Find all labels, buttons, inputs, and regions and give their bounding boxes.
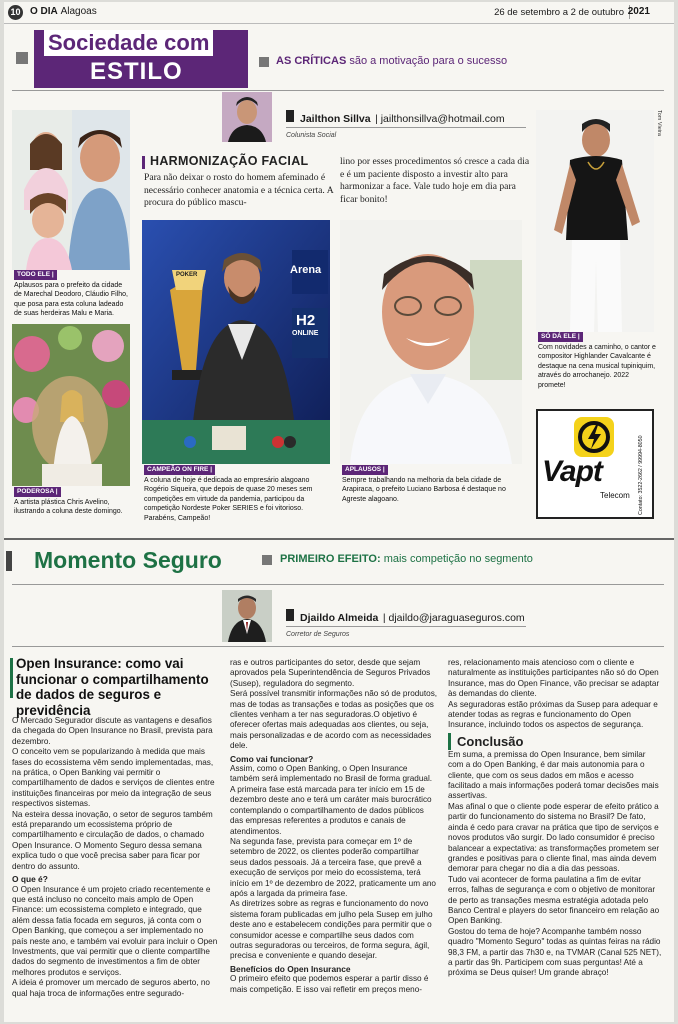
photo-poker-champion	[142, 220, 330, 464]
author-photo	[222, 590, 272, 642]
article-subhead: O que é?	[12, 874, 48, 885]
article-subhead: Como vai funcionar?	[230, 753, 314, 764]
photo-singer	[536, 110, 654, 332]
photo-mayor-arapiraca	[340, 220, 522, 464]
author-marker	[286, 110, 294, 122]
column-title-block	[34, 30, 248, 88]
photo-caption: PODEROSA | A artista plástica Chris Avelino, ilustrando a coluna deste domingo.	[14, 488, 123, 515]
section-divider	[4, 538, 674, 540]
ad-brand: Vapt	[542, 455, 602, 488]
section-title: Momento Seguro	[34, 547, 222, 573]
author-marker	[286, 609, 294, 621]
banner-text: Arena	[290, 264, 322, 276]
section-marker	[16, 52, 28, 64]
newspaper-page	[4, 2, 674, 1022]
banner-text: ONLINE	[292, 330, 319, 337]
divider	[286, 626, 526, 627]
column-title-line1: Sociedade com	[44, 30, 213, 56]
author-email[interactable]: djaildo@jaraguaseguros.com	[388, 612, 525, 624]
kicker-marker	[262, 555, 272, 565]
divider	[12, 90, 664, 91]
photo-mayor-family	[12, 110, 130, 270]
column-kicker: AS CRÍTICAS são a motivação para o sucesso	[276, 55, 508, 67]
author-byline: Jailthon Sillva | jailthonsillva@hotmail.com	[300, 113, 505, 125]
article-subhead: Benefícios do Open Insurance	[230, 963, 351, 974]
author-role: Corretor de Seguros	[286, 631, 350, 638]
author-email[interactable]: jailthonsillva@hotmail.com	[380, 113, 505, 125]
ad-sub: Telecom	[600, 491, 630, 500]
issue-date: 26 de setembro a 2 de outubro	[494, 7, 624, 18]
photo-artist	[12, 324, 130, 486]
article-headline: Open Insurance: como vai funcionar o compartilhamento de dados de seguros e previdência	[16, 656, 209, 718]
page-number: 10	[8, 5, 23, 20]
banner-text: H2	[296, 312, 316, 329]
conclusion-heading: Conclusão	[448, 733, 662, 750]
vapt-telecom-ad[interactable]	[536, 409, 654, 519]
photo-caption: CAMPEÃO ON FIRE | A coluna de hoje é dedicada ao empresário alagoano Rogério Siqueira, que depois de quase 20 meses sem competições em virtude da pandemia, participou da competição Nordeste Poker SERIES e foi vitorioso. Parabéns, Campeão!	[144, 466, 313, 522]
page-header	[4, 2, 674, 24]
divider	[12, 646, 664, 647]
section-marker	[6, 551, 12, 571]
feature-lead-col2: lino por esses procedimentos só cresce a cada dia e é um paciente disposto a investir alto para harmonizar a face. Vale tudo hoje em dia para ficar bonito!	[340, 156, 530, 205]
issue-year: 2021	[627, 6, 650, 17]
author-byline: Djaildo Almeida | djaildo@jaraguaseguros.com	[300, 612, 525, 624]
ad-contact: Contato: 3522-2662 / 99994-8050	[638, 435, 644, 515]
author-role: Colunista Social	[286, 132, 337, 139]
column-title-line2: ESTILO	[90, 58, 183, 85]
headline-marker	[142, 156, 145, 169]
publication-name: O DIA Alagoas	[30, 6, 97, 17]
lightning-icon	[574, 417, 614, 457]
divider	[286, 127, 526, 128]
author-photo	[222, 92, 272, 142]
headline-marker	[10, 658, 13, 698]
article-column-3: res, relacionamento mais atencioso com o cliente e naturalmente as instituições participantes não só do Open Insurance, mas do Open Finance, vão precisar se adaptar às demandas do cliente. As seguradoras estão próximas da Susep para adequar e atender todas as regras e funcionamento do Open Insurance, incluindo todos os aspectos de segurança. Conclusão Em suma, a premissa do Open Insurance, bem similar com a do Open Banking, é dar mais autonomia para o cliente, que com os seus dados em mãos e acesso facilitado a mais informações poderá tomar decisões mais assertivas. Mas afinal o que o cliente pode esperar de efeito prático a partir do funcionamento do sistema no Brasil? De fato, ainda é cedo para cravar na prática que tipo de serviços e novos produtos vão surgir. Do lado consumidor é preciso balancear a expectativa: as transformações prometem ser grandes e positivas para o cliente final, mas ainda devem demorar para chegar no dia a dia das pessoas. Tudo vai acontecer de forma paulatina a fim de evitar erros, falhas de segurança e com o objetivo de monitorar de perto as transações mesma estratégia adotada pelo Banco Central e players do setor financeiro em relação ao Open Banking. Gostou do tema de hoje? Acompanhe também nosso quadro "Momento Seguro" todas as quintas feiras na rádio 98,3 FM, a partir das 7h30 e, na TVMAR (Canal 525 NET), a partir das 9h. Participem com suas perguntas! Até a próxima se Deus quiser! Um grande abraço!	[448, 658, 662, 978]
photo-credit: Tom Vieira	[656, 110, 662, 136]
kicker-marker	[259, 57, 269, 67]
feature-lead-col1: Para não deixar o rosto do homem afeminado é necessário conhecer anatomia e a técnica certa. A procura do público mascu-	[144, 172, 334, 209]
photo-caption: SÓ DÁ ELE | Com novidades a caminho, o cantor e compositor Highlander Cavalcante é destaque na cena musical tupiniquim, através do arrochanejo. 2022 promete!	[538, 333, 656, 389]
photo-caption: APLAUSOS | Sempre trabalhando na melhoria da bela cidade de Arapiraca, o prefeito Luciano Barbosa é destaque no Agreste alagoano.	[342, 466, 506, 503]
feature-headline: HARMONIZAÇÃO FACIAL	[150, 154, 309, 168]
trophy-text: POKER	[176, 272, 198, 278]
article-headline-wrap	[16, 656, 216, 718]
divider	[12, 584, 664, 585]
article-column-1: O Mercado Segurador discute as vantagens e desafios da chegada do Open Insurance no Brasil, prevista para dezembro. O conceito vem se popularizando à medida que mais fases do ecossistema vêm sendo implementadas, mas, na prática, o Open Banking vai permitir o compartilhamento de dados e serviços de clientes entre instituições financeiras por meio da integração de seus respectivos sistemas. Na esteira dessa inovação, o setor de seguros também está preparando um ecossistema próprio de compartilhamento e circulação de dados, o chamado Open Insurance. O Momento Seguro dessa semana explica tudo o que você precisa saber para ficar por dentro do assunto. O que é? O Open Insurance é um projeto criado recentemente e que está incluso no conceito mais amplo de Open Finance: um ecossistema completo e integrado, que além dessa fatia focada em seguros, já conta com o Open Banking, que começou a ser implementado no país neste ano, e também vai evoluir para incluir o Open Investments, que vai permitir que o cliente compartilhe dados do segmento de investimentos a fim de obter melhores produtos e serviços. A ideia é promover um mercado de seguros aberto, no qual haja troca de informações entre segurado-	[12, 716, 220, 999]
section-kicker: PRIMEIRO EFEITO: mais competição no segmento	[280, 553, 533, 565]
photo-caption: TODO ELE | Aplausos para o prefeito da cidade de Marechal Deodoro, Cláudio Filho, que posa para esta coluna ladeado de suas herdeiras Malu e Maria.	[14, 271, 129, 317]
article-column-2: ras e outros participantes do setor, desde que sejam aprovados pela Superintendência de Seguros Privados (Susep), reguladora do segmento. Será possível transmitir informações não só de produtos, mas de todas as transações e todas as posições que os clientes venham a ter nas seguradoras.O objetivo é oferecer ofertas mais adequadas aos clientes, ou seja, mais personalizadas e de acordo com as necessidades dele. Como vai funcionar? Assim, como o Open Banking, o Open Insurance também será implementado no Brasil de forma gradual. A primeira fase está marcada para ter início em 15 de dezembro deste ano e terá um caráter mais burocrático contemplando o compartilhamento de dados públicos das empresas referentes a produtos e canais de atendimentos. Na segunda fase, prevista para começar em 1º de setembro de 2022, os clientes poderão compartilhar seus dados pessoais. Já a terceira fase, que prevê a execução de serviços por meio do ecossistema, terá início em 1º de dezembro de 2022, praticamente um ano após a largada da primeira fase. As diretrizes sobre as regras e funcionamento do novo sistema foram publicadas em julho pela Susep em julho deste ano e estabelecem condições para permitir que o consumidor acesse e compartilhe seus dados com outras seguradoras ou terceiros, de forma segura, ágil, precisa e conveniente e quando desejar. Benefícios do Open Insurance O primeiro efeito que podemos esperar a partir disso é mais competição. E isso vai refletir em preços meno-	[230, 658, 438, 994]
